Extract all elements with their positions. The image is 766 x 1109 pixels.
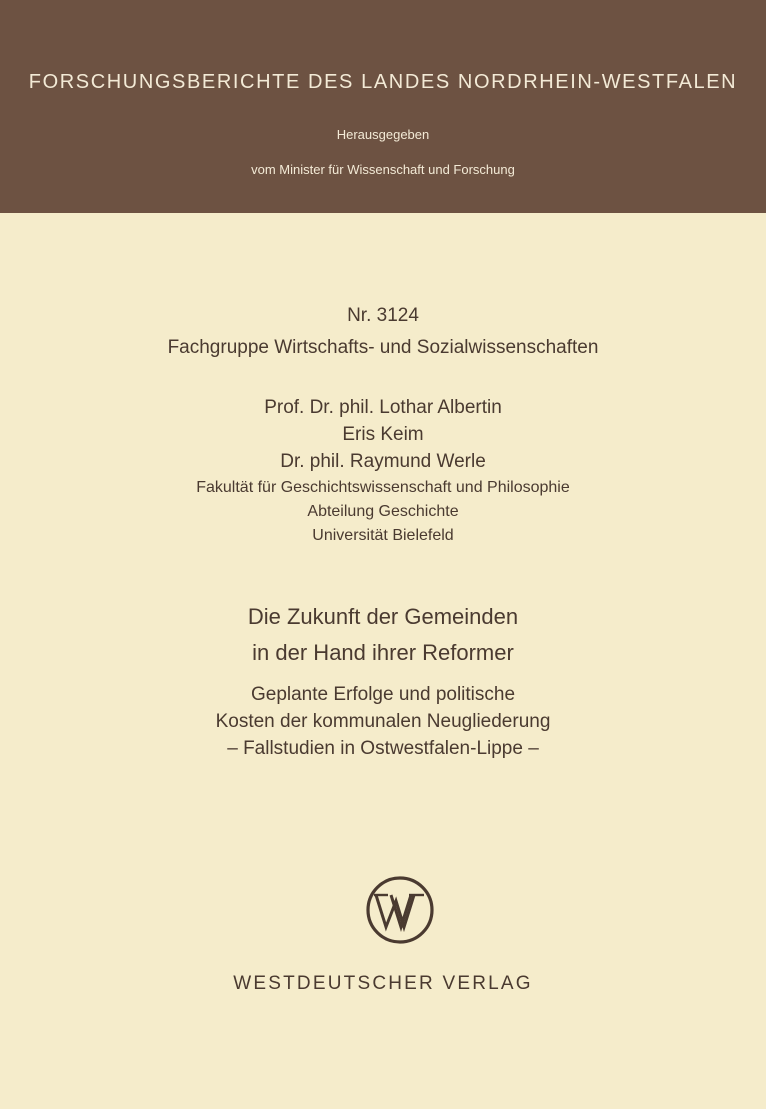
book-title-line-2: in der Hand ihrer Reformer (252, 640, 514, 665)
wv-circle-logo-icon (365, 875, 435, 945)
subtitle-line-1: Geplante Erfolge und politische (250, 684, 516, 705)
author-2: Eris Keim (342, 424, 424, 445)
report-number: Nr. 3124 (347, 305, 419, 326)
affiliation-faculty: Fakultät für Geschichtswissenschaft und Philosophie (196, 479, 570, 496)
author-1: Prof. Dr. phil. Lothar Albertin (264, 397, 502, 418)
book-title-line-1: Die Zukunft der Gemeinden (247, 604, 519, 629)
subject-group: Fachgruppe Wirtschafts- und Sozialwissenschaften (167, 337, 599, 358)
publisher-name: WESTDEUTSCHER VERLAG (233, 973, 533, 994)
editor-line-2: vom Minister für Wissenschaft und Forschung (251, 162, 515, 177)
affiliation-department: Abteilung Geschichte (307, 503, 459, 520)
series-header (0, 0, 766, 213)
affiliation-university: Universität Bielefeld (312, 527, 454, 544)
editor-line-1: Herausgegeben (336, 127, 430, 142)
subtitle-line-3: – Fallstudien in Ostwestfalen-Lippe – (227, 738, 539, 759)
author-3: Dr. phil. Raymund Werle (280, 451, 486, 472)
series-title: FORSCHUNGSBERICHTE DES LANDES NORDRHEIN-WESTFALEN (28, 71, 738, 93)
subtitle-line-2: Kosten der kommunalen Neugliederung (215, 711, 551, 732)
